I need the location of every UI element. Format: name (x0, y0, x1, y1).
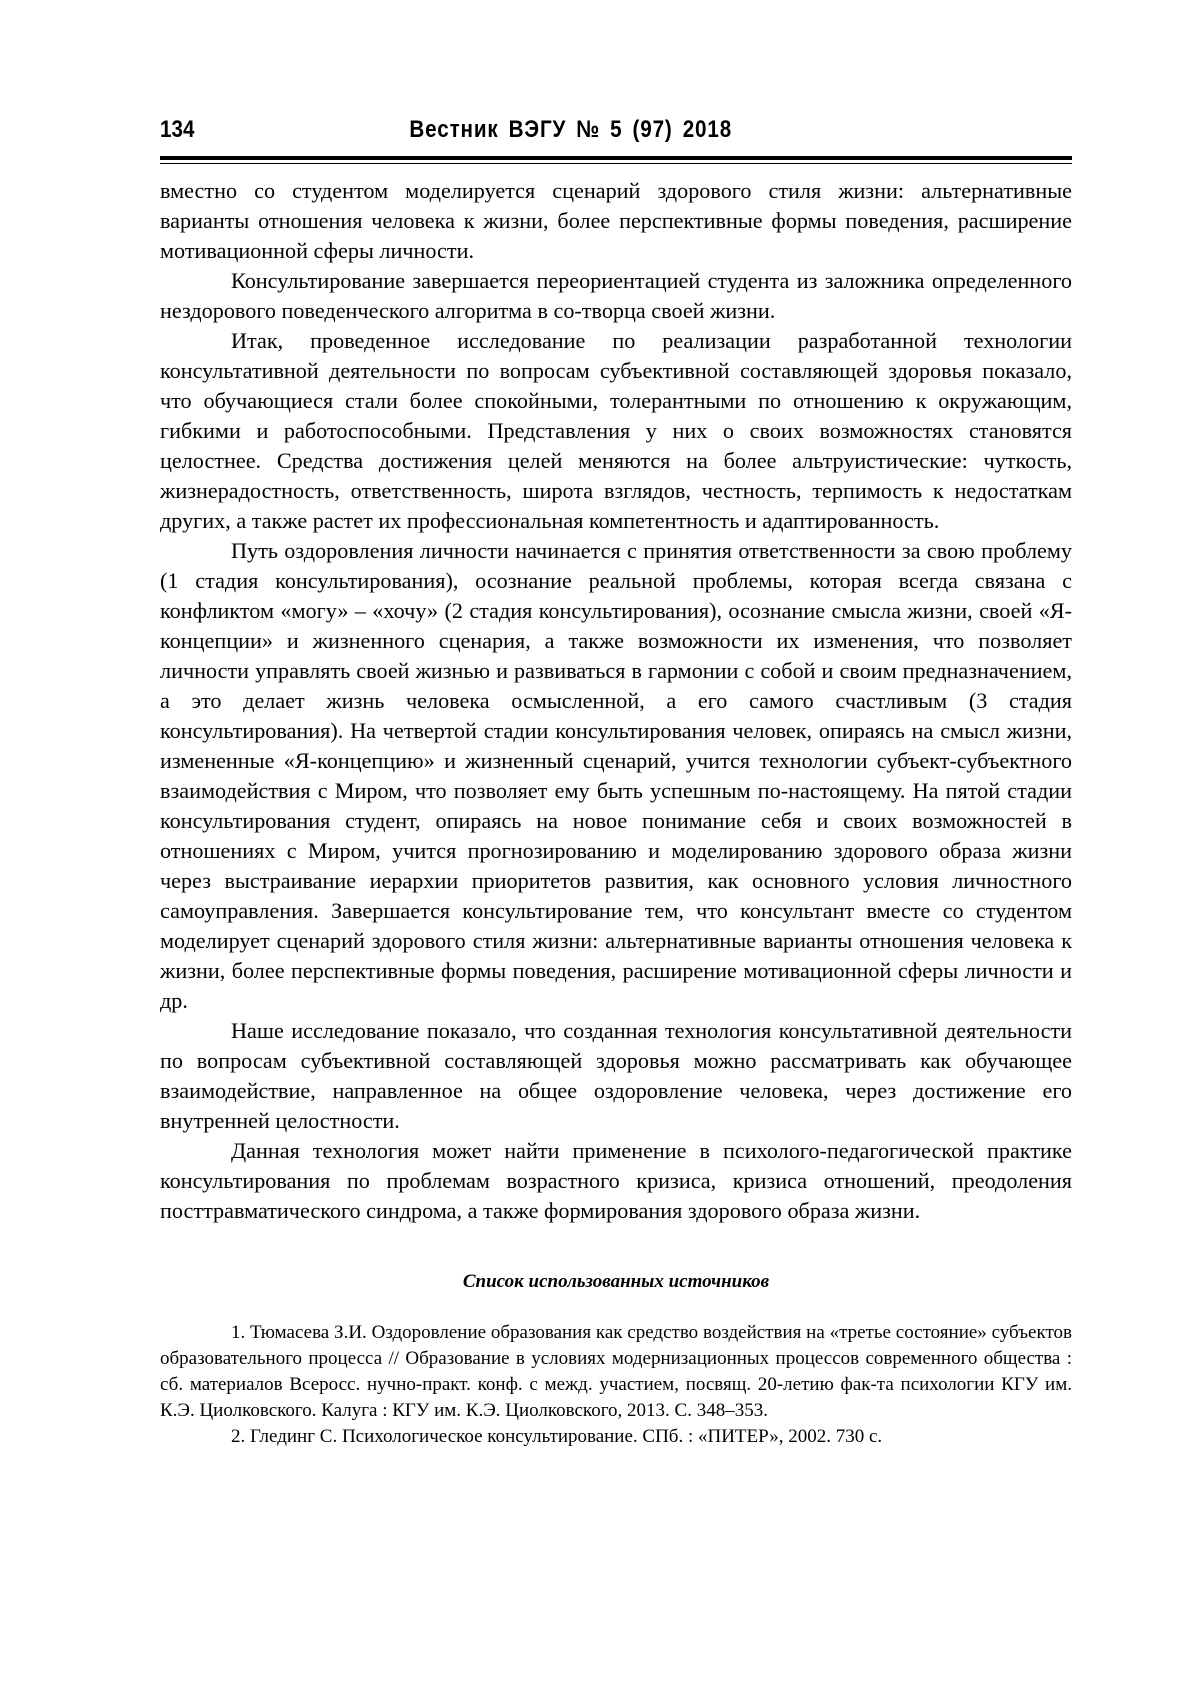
article-body (160, 176, 1072, 1226)
references-heading: Список использованных источников (462, 1271, 770, 1292)
references-list (160, 1320, 1072, 1450)
paragraph: Наше исследование показало, что созданная технология консультативной деятельности по вопросам субъективной составляющей здоровья можно рассматривать как обучающее взаимодействие, направленное на общее оздоровление человека, через достижение его внутренней целостности. (160, 1018, 1072, 1133)
running-head (160, 110, 1072, 150)
journal-title: Вестник ВЭГУ № 5 (97) 2018 (409, 116, 733, 143)
paragraph: Консультирование завершается переориентацией студента из заложника определенного нездорового поведенческого алгоритма в со-творца своей жизни. (160, 268, 1072, 323)
reference-item: 2. Глединг С. Психологическое консультирование. СПб. : «ПИТЕР», 2002. 730 с. (231, 1426, 883, 1447)
paragraph: Данная технология может найти применение в психолого-педагогической практике консультирования по проблемам возрастного кризиса, кризиса отношений, преодоления посттравматического синдрома, а также формирования здорового образа жизни. (160, 1138, 1072, 1223)
journal-page (160, 110, 1072, 1450)
paragraph: Итак, проведенное исследование по реализации разработанной технологии консультативной деятельности по вопросам субъективной составляющей здоровья показало, что обучающиеся стали более спокойными, толерантными по отношению к окружающим, гибкими и работоспособными. Представления у них о своих возможностях становятся целостнее. Средства достижения целей меняются на более альтруистические: чуткость, жизнерадостность, ответственность, широта взглядов, честность, терпимость к недостаткам других, а также растет их профессиональная компетентность и адаптированность. (160, 328, 1072, 533)
header-rule-thick (160, 156, 1072, 160)
paragraph-continuation: вместно со студентом моделируется сценарий здорового стиля жизни: альтернативные варианты отношения человека к жизни, более перспективные формы поведения, расширение мотивационной сферы личности. (160, 178, 1072, 263)
reference-item: 1. Тюмасева З.И. Оздоровление образования как средство воздействия на «третье состояние» субъектов образовательного процесса // Образование в условиях модернизационных процессов современного общества : сб. материалов Всеросс. нучно-практ. конф. с межд. участием, посвящ. 20-летию фак-та психологии КГУ им. К.Э. Циолковского. Калуга : КГУ им. К.Э. Циолковского, 2013. С. 348–353. (160, 1322, 1072, 1421)
page-number: 134 (160, 116, 195, 143)
header-rule-thin (160, 163, 1072, 164)
paragraph: Путь оздоровления личности начинается с принятия ответственности за свою проблему (1 стадия консультирования), осознание реальной проблемы, которая всегда связана с конфликтом «могу» – «хочу» (2 стадия консультирования), осознание смысла жизни, своей «Я-концепции» и жизненного сценария, а также возможности их изменения, что позволяет личности управлять своей жизнью и развиваться в гармонии с собой и своим предназначением, а это делает жизнь человека осмысленной, а его самого счастливым (3 стадия консультирования). На четвертой стадии консультирования человек, опираясь на смысл жизни, измененные «Я-концепцию» и жизненный сценарий, учится технологии субъект-субъектного взаимодействия с Миром, что позволяет ему быть успешным по-настоящему. На пятой стадии консультирования студент, опираясь на новое понимание себя и своих возможностей в отношениях с Миром, учится прогнозированию и моделированию здорового образа жизни через выстраивание иерархии приоритетов развития, как основного условия личностного самоуправления. Завершается консультирование тем, что консультант вместе со студентом моделирует сценарий здорового стиля жизни: альтернативные варианты отношения человека к жизни, более перспективные формы поведения, расширение мотивационной сферы личности и др. (160, 538, 1072, 1013)
